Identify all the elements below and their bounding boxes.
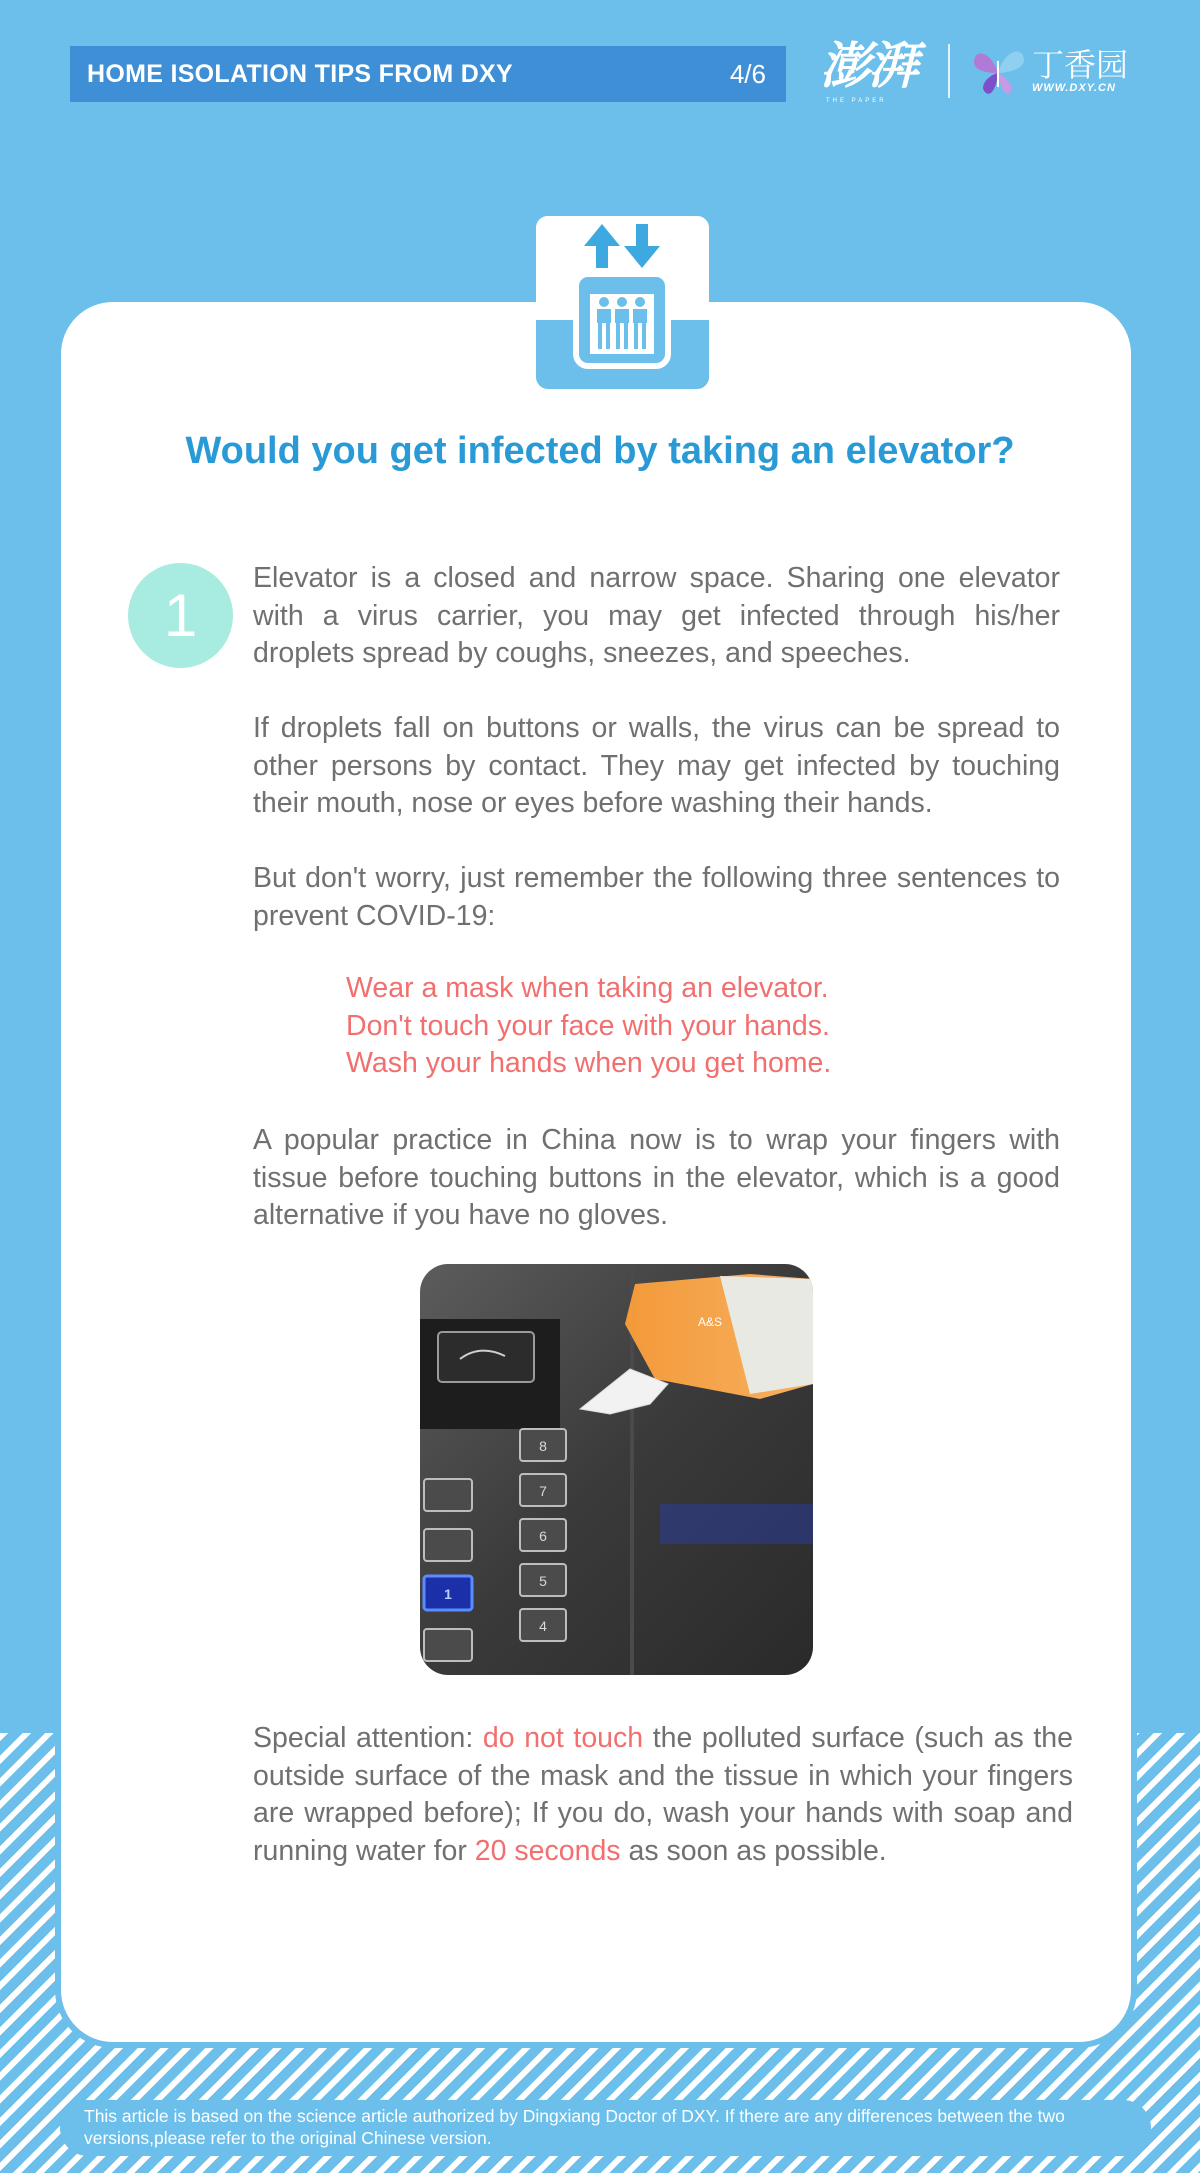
dxy-logo [970,43,1128,99]
dxy-logo-chinese: 丁香园 [1032,47,1129,83]
floor-button-label: 7 [539,1483,547,1499]
elevator-photo [420,1264,813,1675]
butterfly-icon [970,43,1026,99]
the-paper-logo-chinese: 澎湃 [820,36,916,95]
tips-list [346,970,831,1083]
the-paper-logo [820,36,930,106]
paragraph-3: But don't worry, just remember the following three sentences to prevent COVID-19: [253,862,1060,932]
practice-paragraph: A popular practice in China now is to wrap your fingers with tissue before touching buttons in the elevator, which is a good alternative if you have no gloves. [253,1124,1060,1231]
attention-text: Special attention: [253,1722,483,1754]
header-title: HOME ISOLATION TIPS FROM DXY [87,59,514,88]
attention-paragraph [253,1720,1073,1870]
the-paper-logo-english: THE PAPER [826,98,887,104]
header-bar [70,46,786,102]
attention-text: as soon as possible. [620,1834,887,1867]
tissue-brand: A&S [698,1315,723,1329]
floor-button-label: 5 [539,1573,547,1589]
footer-disclaimer: This article is based on the science article authorized by Dingxiang Doctor of DXY. If there are any differences between the two versions,please refer to the original Chinese version. [60,2100,1151,2156]
logos [820,36,1128,106]
section-number: 1 [163,582,198,649]
logo-divider [948,44,950,98]
attention-text: the polluted surface (such as the outside surface of the mask and the tissue in which your fingers are wrapped before); If you do, wash your hands with soap and running water for [253,1722,1073,1867]
section-number-badge [128,563,233,668]
attention-highlight: do not touch [482,1722,644,1754]
paragraph-2: If droplets fall on buttons or walls, the virus can be spread to other persons by contact. They may get infected by touching their mouth, nose or eyes before washing their hands. [253,712,1060,819]
elevator-icon [536,216,709,389]
page-indicator: 4/6 [729,58,766,89]
paragraph-1: Elevator is a closed and narrow space. Sharing one elevator with a virus carrier, you may get infected through his/her droplets spread by coughs, sneezes, and speeches. [253,562,1060,669]
lit-button-label: 1 [444,1586,452,1602]
tip-item: Wear a mask when taking an elevator. [346,972,829,1004]
floor-button-label: 6 [539,1528,547,1544]
floor-button-label: 8 [539,1438,547,1454]
headline: Would you get infected by taking an elevator? [185,430,1015,472]
dxy-logo-url: WWW.DXY.CN [1032,82,1116,94]
attention-highlight: 20 seconds [474,1834,621,1867]
tip-item: Don't touch your face with your hands. [346,1009,830,1042]
tip-item: Wash your hands when you get home. [346,1047,832,1079]
floor-button-label: 4 [539,1618,547,1634]
